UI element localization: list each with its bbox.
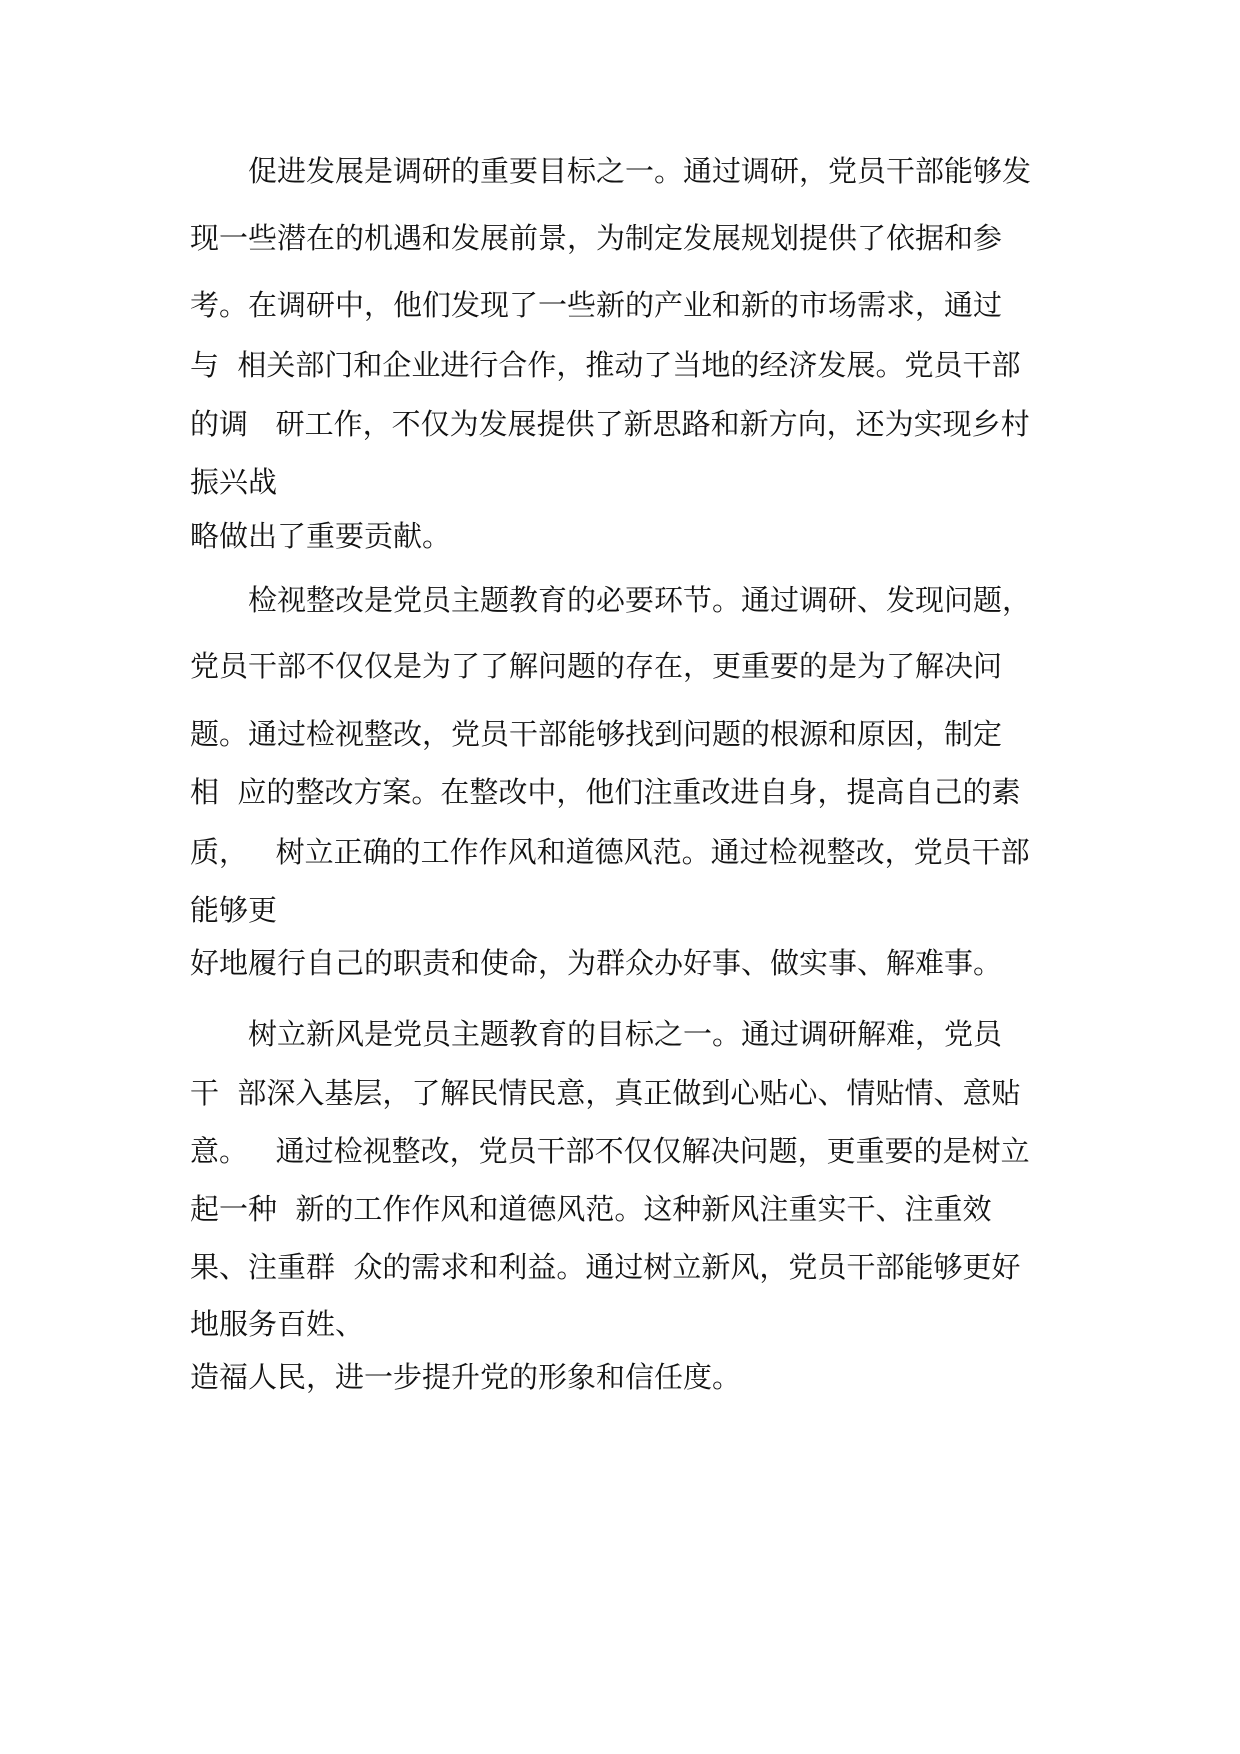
paragraph-line: 干 部深入基层，了解民情民意，真正做到心贴心、情贴情、意贴: [190, 1076, 1021, 1110]
paragraph-line: 质， 树立正确的工作作风和道德风范。通过检视整改，党员干部: [190, 835, 1030, 869]
paragraph-line: 考。在调研中，他们发现了一些新的产业和新的市场需求，通过: [190, 288, 1003, 322]
paragraph-line: 地服务百姓、: [190, 1307, 365, 1341]
paragraph-line: 意。 通过检视整改，党员干部不仅仅解决问题，更重要的是树立: [190, 1134, 1030, 1168]
paragraph-line: 与 相关部门和企业进行合作，推动了当地的经济发展。党员干部: [190, 348, 1021, 382]
paragraph-line: 果、注重群 众的需求和利益。通过树立新风，党员干部能够更好: [190, 1250, 1021, 1284]
paragraph-line: 能够更: [190, 893, 278, 927]
paragraph-line: 相 应的整改方案。在整改中，他们注重改进自身，提高自己的素: [190, 775, 1021, 809]
paragraph-line: 造福人民，进一步提升党的形象和信任度。: [190, 1360, 742, 1394]
paragraph-line: 题。通过检视整改，党员干部能够找到问题的根源和原因，制定: [190, 717, 1003, 751]
paragraph-line: 略做出了重要贡献。: [190, 519, 452, 553]
paragraph-line: 现一些潜在的机遇和发展前景，为制定发展规划提供了依据和参: [190, 221, 1003, 255]
paragraph-line: 的调 研工作，不仅为发展提供了新思路和新方向，还为实现乡村: [190, 407, 1030, 441]
paragraph-line: 好地履行自己的职责和使命，为群众办好事、做实事、解难事。: [190, 946, 1003, 980]
paragraph-line: 树立新风是党员主题教育的目标之一。通过调研解难，党员: [248, 1017, 1003, 1051]
paragraph-line: 检视整改是党员主题教育的必要环节。通过调研、发现问题，: [248, 583, 1032, 617]
paragraph-line: 促进发展是调研的重要目标之一。通过调研，党员干部能够发: [248, 154, 1032, 188]
paragraph-line: 振兴战: [190, 465, 278, 499]
paragraph-line: 党员干部不仅仅是为了了解问题的存在，更重要的是为了解决问: [190, 649, 1003, 683]
paragraph-line: 起一种 新的工作作风和道德风范。这种新风注重实干、注重效: [190, 1192, 992, 1226]
